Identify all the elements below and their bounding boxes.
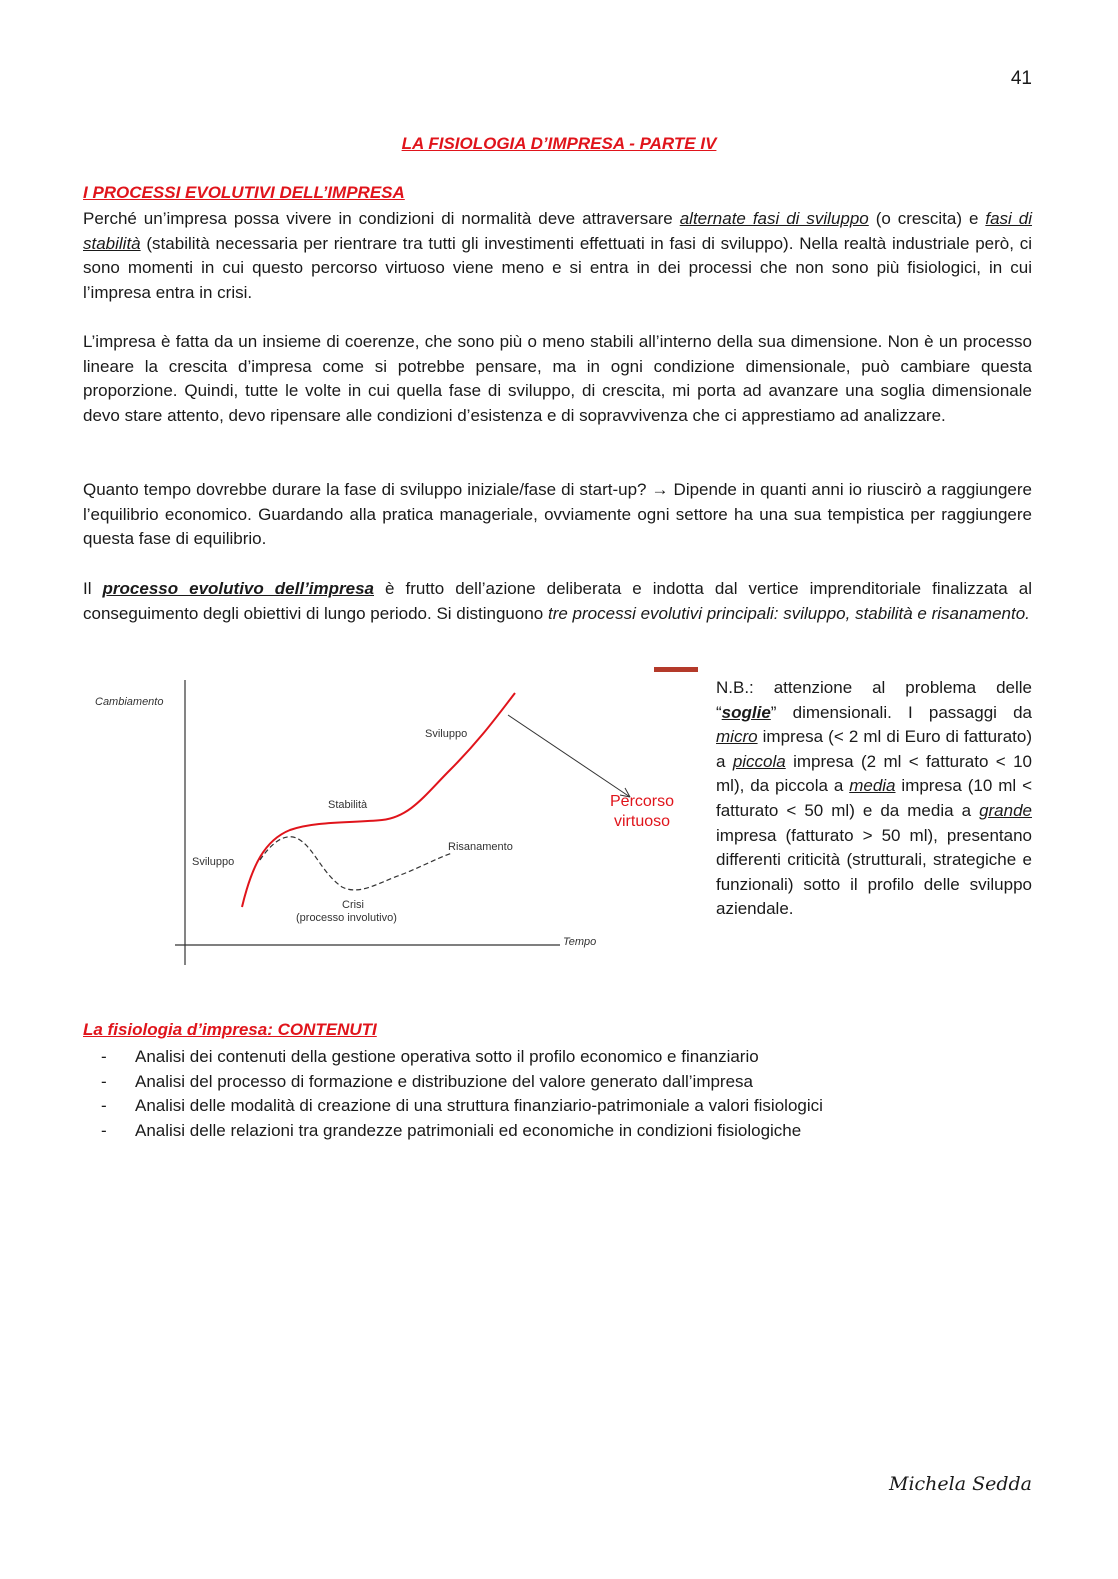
note-accent-bar <box>654 667 698 672</box>
label-sviluppo-high: Sviluppo <box>425 728 468 740</box>
page-title: LA FISIOLOGIA D’IMPRESA - PARTE IV <box>401 134 717 153</box>
paragraph-3: Quanto tempo dovrebbe durare la fase di sviluppo iniziale/fase di start-up? → Dipende in quanti anni io riuscirò a raggiungere l’equilibrio economico. Guardando alla pratica manageriale, ovviamente ogni settore ha una sua tempistica per raggiungere questa fase di equilibrio. <box>83 480 1032 549</box>
label-percorso-1: Percorso <box>610 793 675 810</box>
percorso-arrow <box>508 715 630 797</box>
label-crisi: Crisi <box>342 899 364 911</box>
list-item: - Analisi delle relazioni tra grandezze patrimoniali ed economiche in condizioni fisiologiche <box>101 1120 802 1140</box>
series-crisi <box>260 837 452 890</box>
paragraph-4: Il processo evolutivo dell’impresa è frutto dell’azione deliberata e indotta dal vertice imprenditoriale finalizzata al conseguimento degli obiettivi di lungo periodo. Si distinguono tre processi evolutivi principali: sviluppo, stabilità e risanamento. <box>83 579 1032 623</box>
list-item: - Analisi dei contenuti della gestione operativa sotto il profilo economico e finanziario <box>101 1047 759 1066</box>
label-crisi-sub: (processo involutivo) <box>296 912 397 924</box>
contenuti-list <box>83 1045 823 1143</box>
y-axis-label: Cambiamento <box>95 696 164 708</box>
note-soglie: N.B.: attenzione al problema delle “soglie” dimensionali. I passaggi da micro impresa (< 2 ml di Euro di fatturato) a piccola impresa (2 ml < fatturato < 10 ml), da piccola a media impresa (10 ml < fatturato < 50 ml) e da media a grande impresa (fatturato > 50 ml), presentano differenti criticità (strutturali, strategiche e funzionali) sotto il profilo delle sviluppo aziendale. <box>716 678 1033 919</box>
list-item: - Analisi del processo di formazione e distribuzione del valore generato dall’impresa <box>101 1071 754 1091</box>
label-risanamento: Risanamento <box>448 841 513 853</box>
section-heading-processi: I PROCESSI EVOLUTIVI DELL’IMPRESA <box>83 183 405 202</box>
author-signature: Michela Sedda <box>888 1473 1032 1495</box>
page-number: 41 <box>1010 68 1032 89</box>
evolution-chart <box>90 675 690 975</box>
label-sviluppo-low: Sviluppo <box>192 856 235 868</box>
paragraph-1: Perché un’impresa possa vivere in condizioni di normalità deve attraversare alternate fasi di sviluppo (o crescita) e fasi di stabilità (stabilità necessaria per rientrare tra tutti gli investimenti effettuati in fasi di sviluppo). Nella realtà industriale però, ci sono momenti in cui questo percorso virtuoso viene meno e si entra in dei processi che non sono più fisiologici, in cui l’impresa entra in crisi. <box>83 209 1032 302</box>
list-item: - Analisi delle modalità di creazione di una struttura finanziario-patrimoniale a valori fisiologici <box>101 1096 823 1116</box>
x-axis-label: Tempo <box>563 936 597 948</box>
section-heading-contenuti: La fisiologia d’impresa: CONTENUTI <box>83 1020 377 1039</box>
series-percorso-virtuoso <box>242 693 515 907</box>
paragraph-2: L’impresa è fatta da un insieme di coerenze, che sono più o meno stabili all’interno della sua dimensione. Non è un processo lineare la crescita d’impresa come si potrebbe pensare, ma in ogni condizione dimensionale, può cambiare questa proporzione. Quindi, tutte le volte in cui quella fase di sviluppo, di crescita, mi porta ad avanzare una soglia dimensionale devo stare attento, devo ripensare alle condizioni d’esistenza e di sopravvivenza che ci apprestiamo ad analizzare. <box>83 332 1032 425</box>
label-stabilita: Stabilità <box>328 799 368 811</box>
label-percorso-2: virtuoso <box>614 813 671 830</box>
